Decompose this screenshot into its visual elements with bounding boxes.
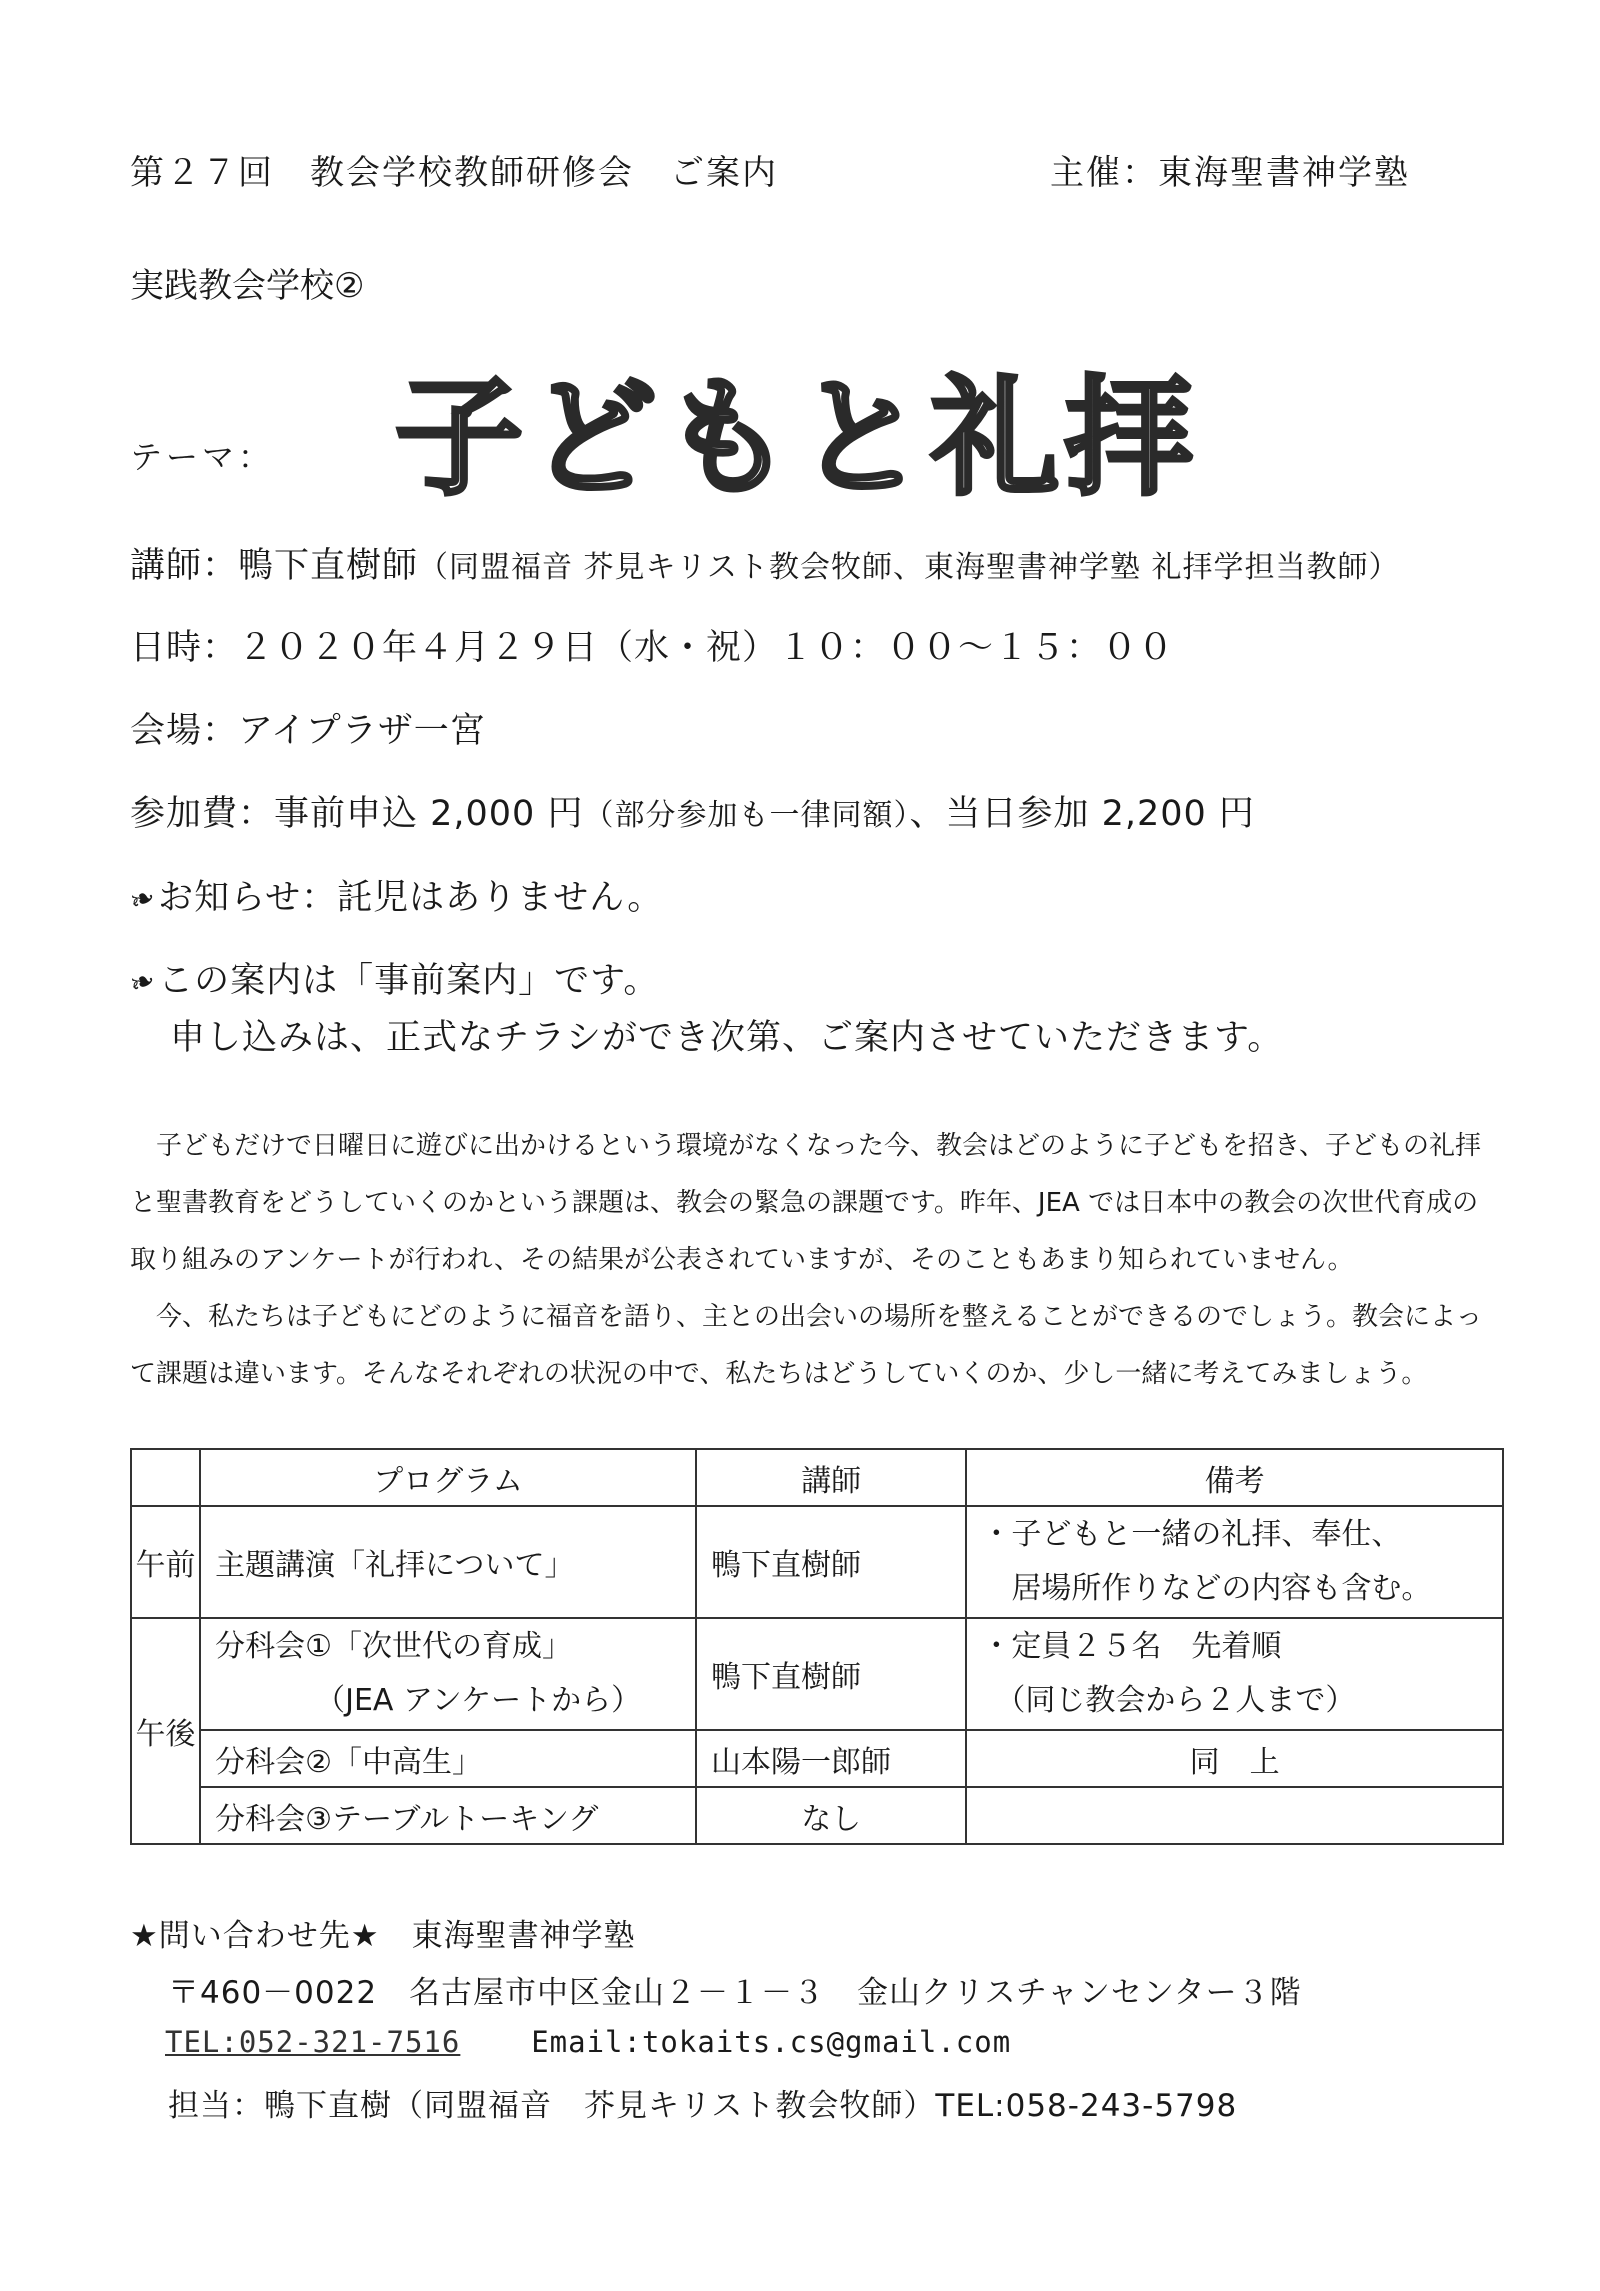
period-morning: 午前 <box>131 1506 200 1618</box>
note-line: （同じ教会から２人まで） <box>995 1683 1356 1718</box>
theme-title: 子どもと礼拝 <box>395 364 1200 513</box>
fee-line <box>130 786 1255 836</box>
notice-advance <box>124 953 660 1004</box>
program-line: 分科会①「次世代の育成」 <box>215 1629 572 1664</box>
leaf-icon: ❧ <box>124 878 162 921</box>
organizer: 主催：東海聖書神学塾 <box>1050 153 1410 193</box>
datetime-line: 日時：２０２０年４月２９日（水・祝）１０：００～１５：００ <box>130 628 1175 668</box>
lecturer-cell: 鴨下直樹師 <box>696 1506 966 1618</box>
program-cell: 主題講演「礼拝について」 <box>200 1506 696 1618</box>
program-table <box>130 1448 1504 1845</box>
lecturer-cell: なし <box>696 1787 966 1844</box>
note-cell <box>966 1618 1503 1730</box>
notice-application: 申し込みは、正式なチラシができ次第、ご案内させていただきます。 <box>170 1018 1284 1058</box>
note-line: ・子どもと一緒の礼拝、奉仕、 <box>981 1517 1402 1552</box>
table-row <box>131 1730 1503 1787</box>
event-title: 第２７回 教会学校教師研修会 ご案内 <box>130 153 778 193</box>
program-cell <box>200 1618 696 1730</box>
fee-note: （部分参加も一律同額） <box>583 798 910 833</box>
lecturer-label: 講師：鴨下直樹師 <box>130 546 419 586</box>
lecturer-cell: 山本陽一郎師 <box>696 1730 966 1787</box>
fee-advance: 参加費：事前申込 2,000 円 <box>130 794 584 834</box>
contact-person: 担当：鴨下直樹（同盟福音 芥見キリスト教会牧師）TEL:058-243-5798 <box>168 2088 1238 2124</box>
header-program: プログラム <box>200 1449 696 1506</box>
lecturer-cell: 鴨下直樹師 <box>696 1618 966 1730</box>
program-cell: 分科会③テーブルトーキング <box>200 1787 696 1844</box>
table-header-row <box>131 1449 1503 1506</box>
note-cell: 同 上 <box>966 1730 1503 1787</box>
note-line: ・定員２５名 先着順 <box>981 1629 1282 1664</box>
notice-childcare <box>124 870 664 921</box>
header-notes: 備考 <box>966 1449 1503 1506</box>
contact-tel[interactable]: TEL:052-321-7516 <box>165 2025 461 2059</box>
contact-heading: ★問い合わせ先★ 東海聖書神学塾 <box>130 1918 636 1954</box>
contact-line <box>165 2024 1011 2060</box>
note-line: 居場所作りなどの内容も含む。 <box>1011 1571 1432 1606</box>
contact-email[interactable]: Email:tokaits.cs@gmail.com <box>531 2025 1012 2059</box>
contact-address: 〒460－0022 名古屋市中区金山２－１－３ 金山クリスチャンセンター３階 <box>168 1975 1302 2011</box>
program-cell: 分科会②「中高生」 <box>200 1730 696 1787</box>
leaf-icon: ❧ <box>124 961 162 1004</box>
header-lecturer: 講師 <box>696 1449 966 1506</box>
venue-line: 会場：アイプラザ一宮 <box>130 711 486 751</box>
series-subtitle: 実践教会学校② <box>130 266 365 306</box>
program-line: （JEA アンケートから） <box>315 1683 642 1718</box>
fee-onsite: 、当日参加 2,200 円 <box>909 794 1255 834</box>
description <box>130 1118 1490 1403</box>
table-row <box>131 1506 1503 1618</box>
note-cell <box>966 1506 1503 1618</box>
notice-advance-text: この案内は「事前案内」です。 <box>158 961 660 1001</box>
period-afternoon: 午後 <box>131 1618 200 1844</box>
notice-childcare-text: お知らせ：託児はありません。 <box>158 878 664 918</box>
description-paragraph: 子どもだけで日曜日に遊びに出かけるという環境がなくなった今、教会はどのように子どもを招き、子どもの礼拝と聖書教育をどうしていくのかという課題は、教会の緊急の課題です。昨年、JEA では日本中の教会の次世代育成の取り組みのアンケートが行われ、その結果が公表されていますが、そのこともあまり知られていません。 <box>130 1131 1481 1275</box>
table-row <box>131 1618 1503 1730</box>
header-blank <box>131 1449 200 1506</box>
theme-label: テーマ： <box>130 438 275 476</box>
description-paragraph: 今、私たちは子どもにどのように福音を語り、主との出会いの場所を整えることができるのでしょう。教会によって課題は違います。そんなそれぞれの状況の中で、私たちはどうしていくのか、少し一緒に考えてみましょう。 <box>130 1302 1483 1389</box>
lecturer-affiliation: （同盟福音 芥見キリスト教会牧師、東海聖書神学塾 礼拝学担当教師） <box>418 550 1400 585</box>
lecturer-line <box>130 538 1400 588</box>
table-row <box>131 1787 1503 1844</box>
note-cell <box>966 1787 1503 1844</box>
